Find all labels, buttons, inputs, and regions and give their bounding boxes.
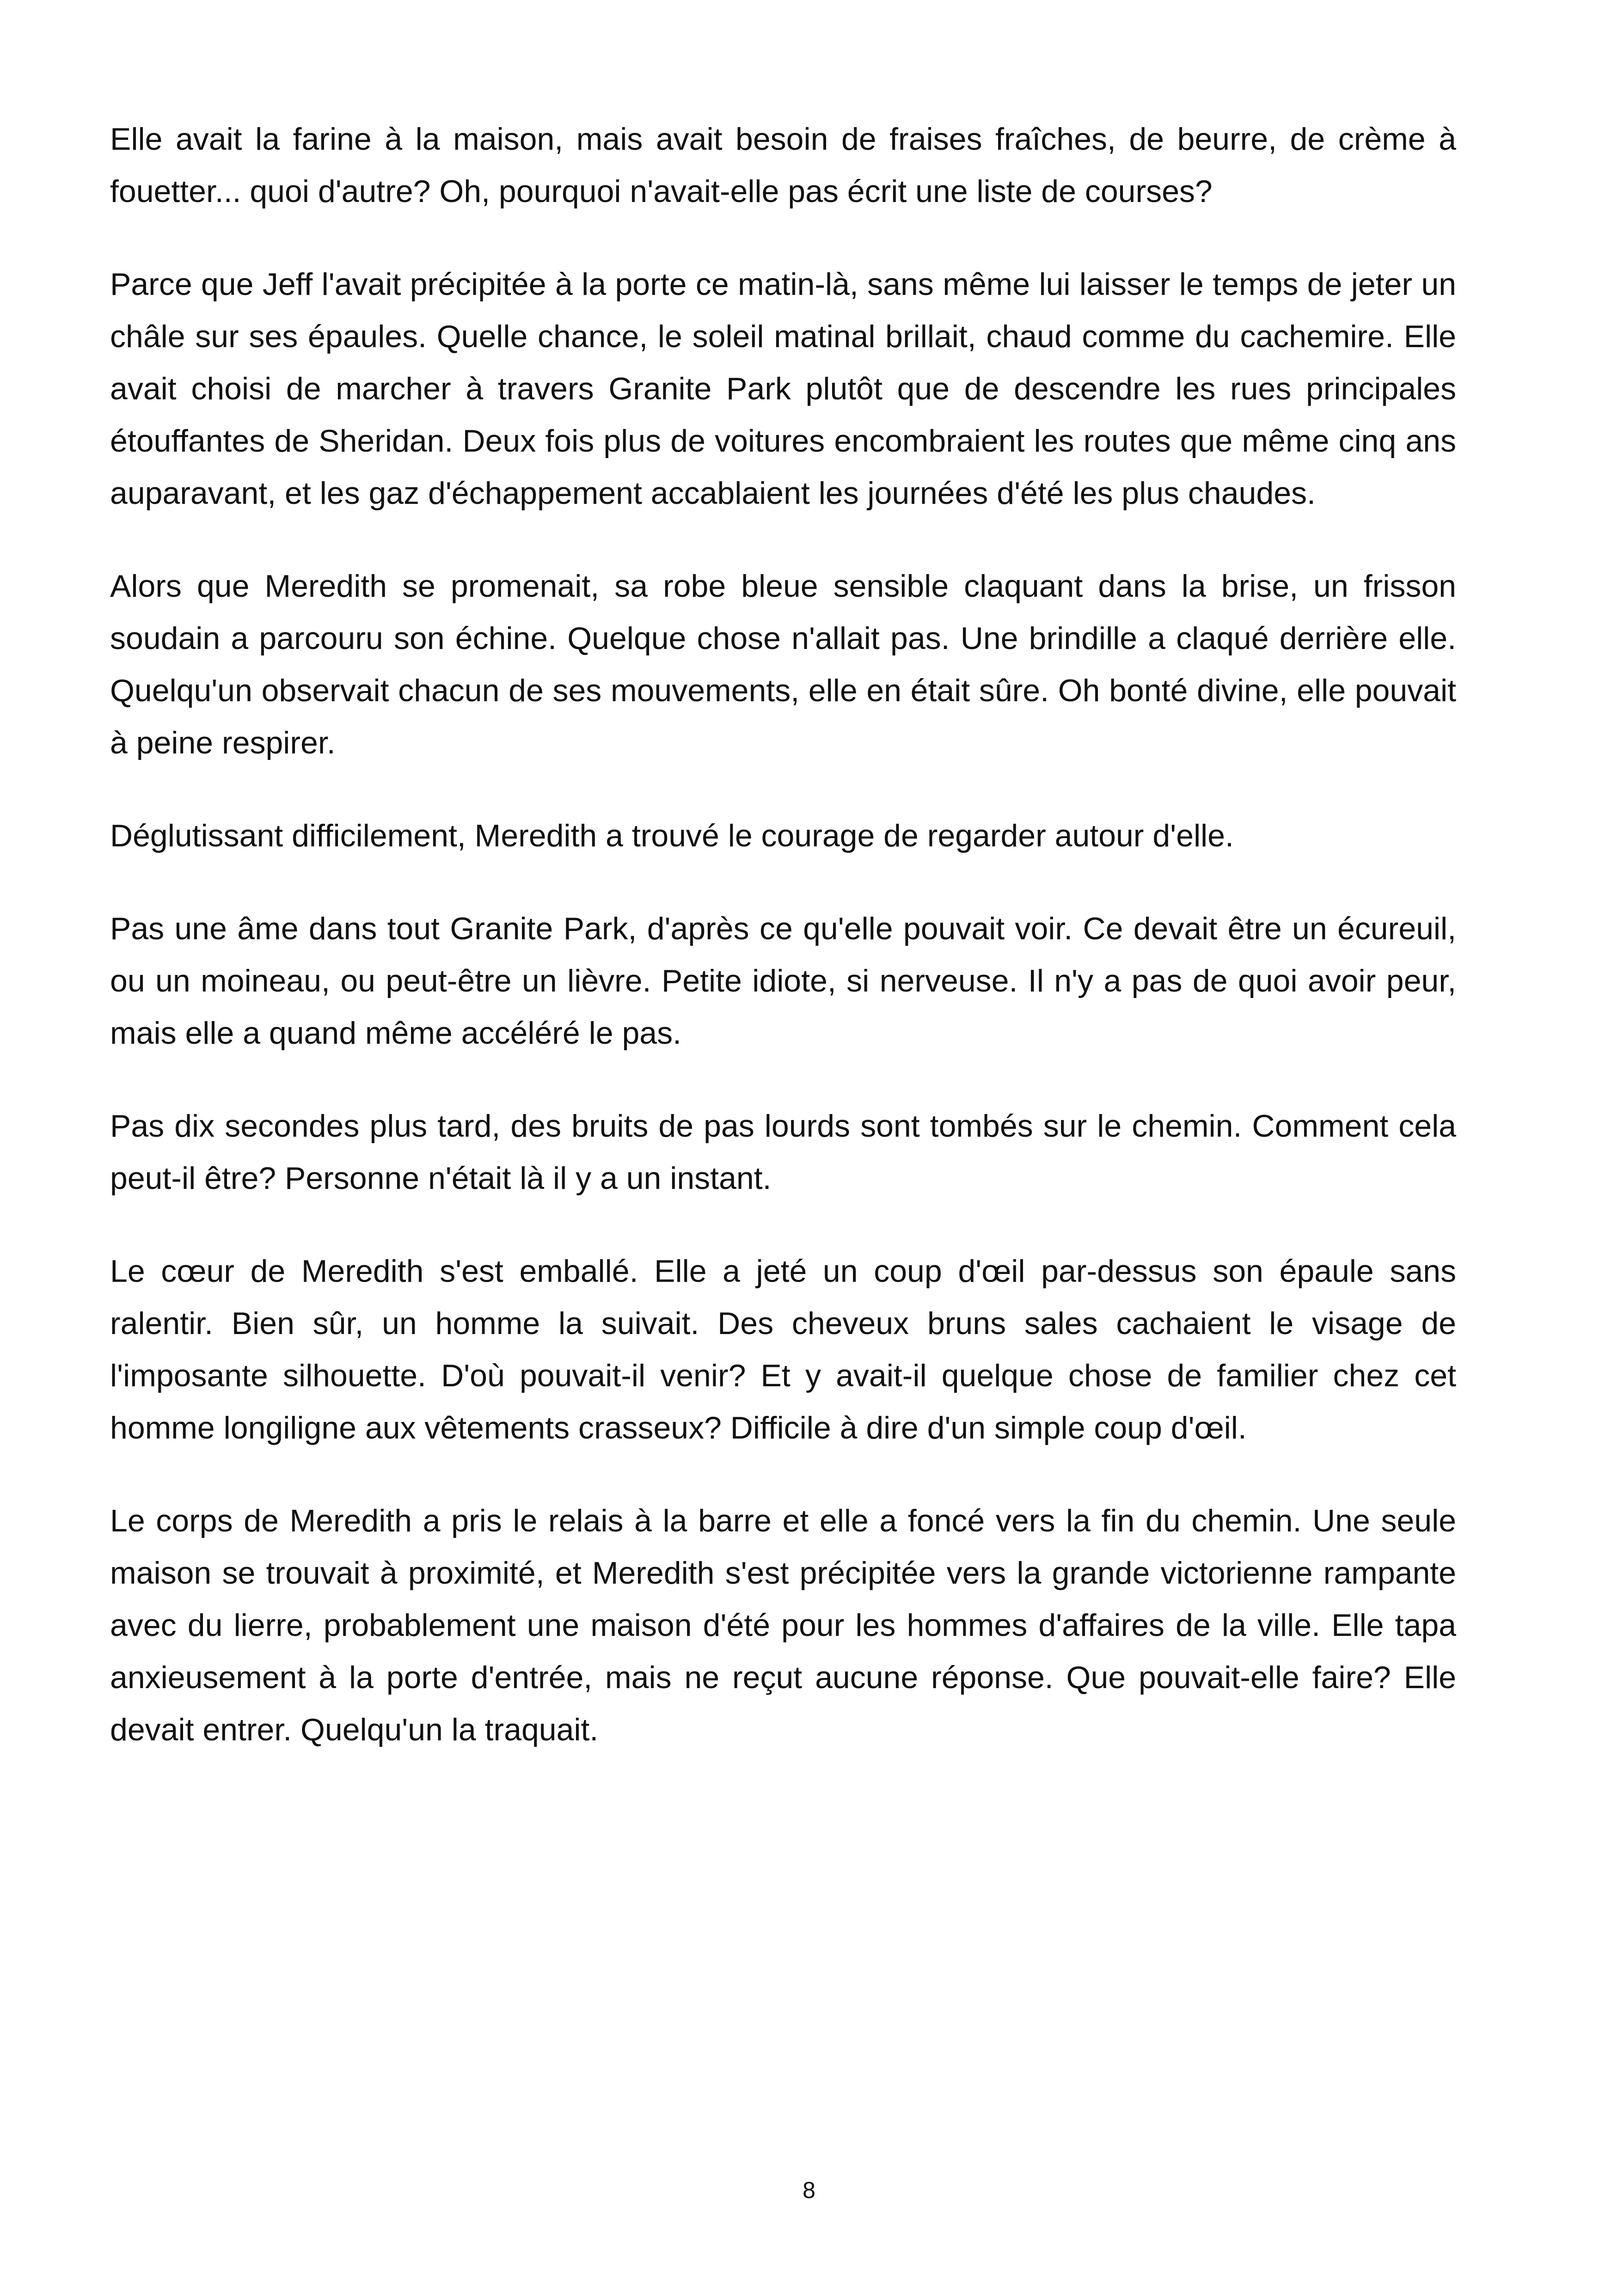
paragraph: Parce que Jeff l'avait précipitée à la porte ce matin-là, sans même lui laisser le temps de jeter un châle sur ses épaules. Quelle chance, le soleil matinal brillait, chaud comme du cachemire. Elle avait choisi de marcher à travers Granite Park plutôt que de descendre les rues principales étouffantes de Sheridan. Deux fois plus de voitures encombraient les routes que même cinq ans auparavant, et les gaz d'échappement accablaient les journées d'été les plus chaudes.	[110, 267, 1456, 511]
paragraph: Le cœur de Meredith s'est emballé. Elle a jeté un coup d'œil par-dessus son épaule sans ralentir. Bien sûr, un homme la suivait. Des cheveux bruns sales cachaient le visage de l'imposante silhouette. D'où pouvait-il venir? Et y avait-il quelque chose de familier chez cet homme longiligne aux vêtements crasseux? Difficile à dire d'un simple coup d'œil.	[110, 1254, 1456, 1445]
paragraph: Elle avait la farine à la maison, mais avait besoin de fraises fraîches, de beurre, de crème à fouetter... quoi d'autre? Oh, pourquoi n'avait-elle pas écrit une liste de courses?	[110, 122, 1456, 209]
paragraph: Pas dix secondes plus tard, des bruits de pas lourds sont tombés sur le chemin. Comment cela peut-il être? Personne n'était là il y a un instant.	[110, 1108, 1456, 1196]
page-number: 8	[803, 2177, 815, 2203]
paragraph: Alors que Meredith se promenait, sa robe bleue sensible claquant dans la brise, un frisson soudain a parcouru son échine. Quelque chose n'allait pas. Une brindille a claqué derrière elle. Quelqu'un observait chacun de ses mouvements, elle en était sûre. Oh bonté divine, elle pouvait à peine respirer.	[110, 569, 1456, 760]
paragraph: Déglutissant difficilement, Meredith a trouvé le courage de regarder autour d'elle.	[110, 818, 1234, 853]
body-text	[110, 113, 1456, 1797]
paragraph: Le corps de Meredith a pris le relais à la barre et elle a foncé vers la fin du chemin. Une seule maison se trouvait à proximité, et Meredith s'est précipitée vers la grande victorienne rampante avec du lierre, probablement une maison d'été pour les hommes d'affaires de la ville. Elle tapa anxieusement à la porte d'entrée, mais ne reçut aucune réponse. Que pouvait-elle faire? Elle devait entrer. Quelqu'un la traquait.	[110, 1503, 1456, 1747]
paragraph: Pas une âme dans tout Granite Park, d'après ce qu'elle pouvait voir. Ce devait être un écureuil, ou un moineau, ou peut-être un lièvre. Petite idiote, si nerveuse. Il n'y a pas de quoi avoir peur, mais elle a quand même accéléré le pas.	[110, 911, 1456, 1051]
